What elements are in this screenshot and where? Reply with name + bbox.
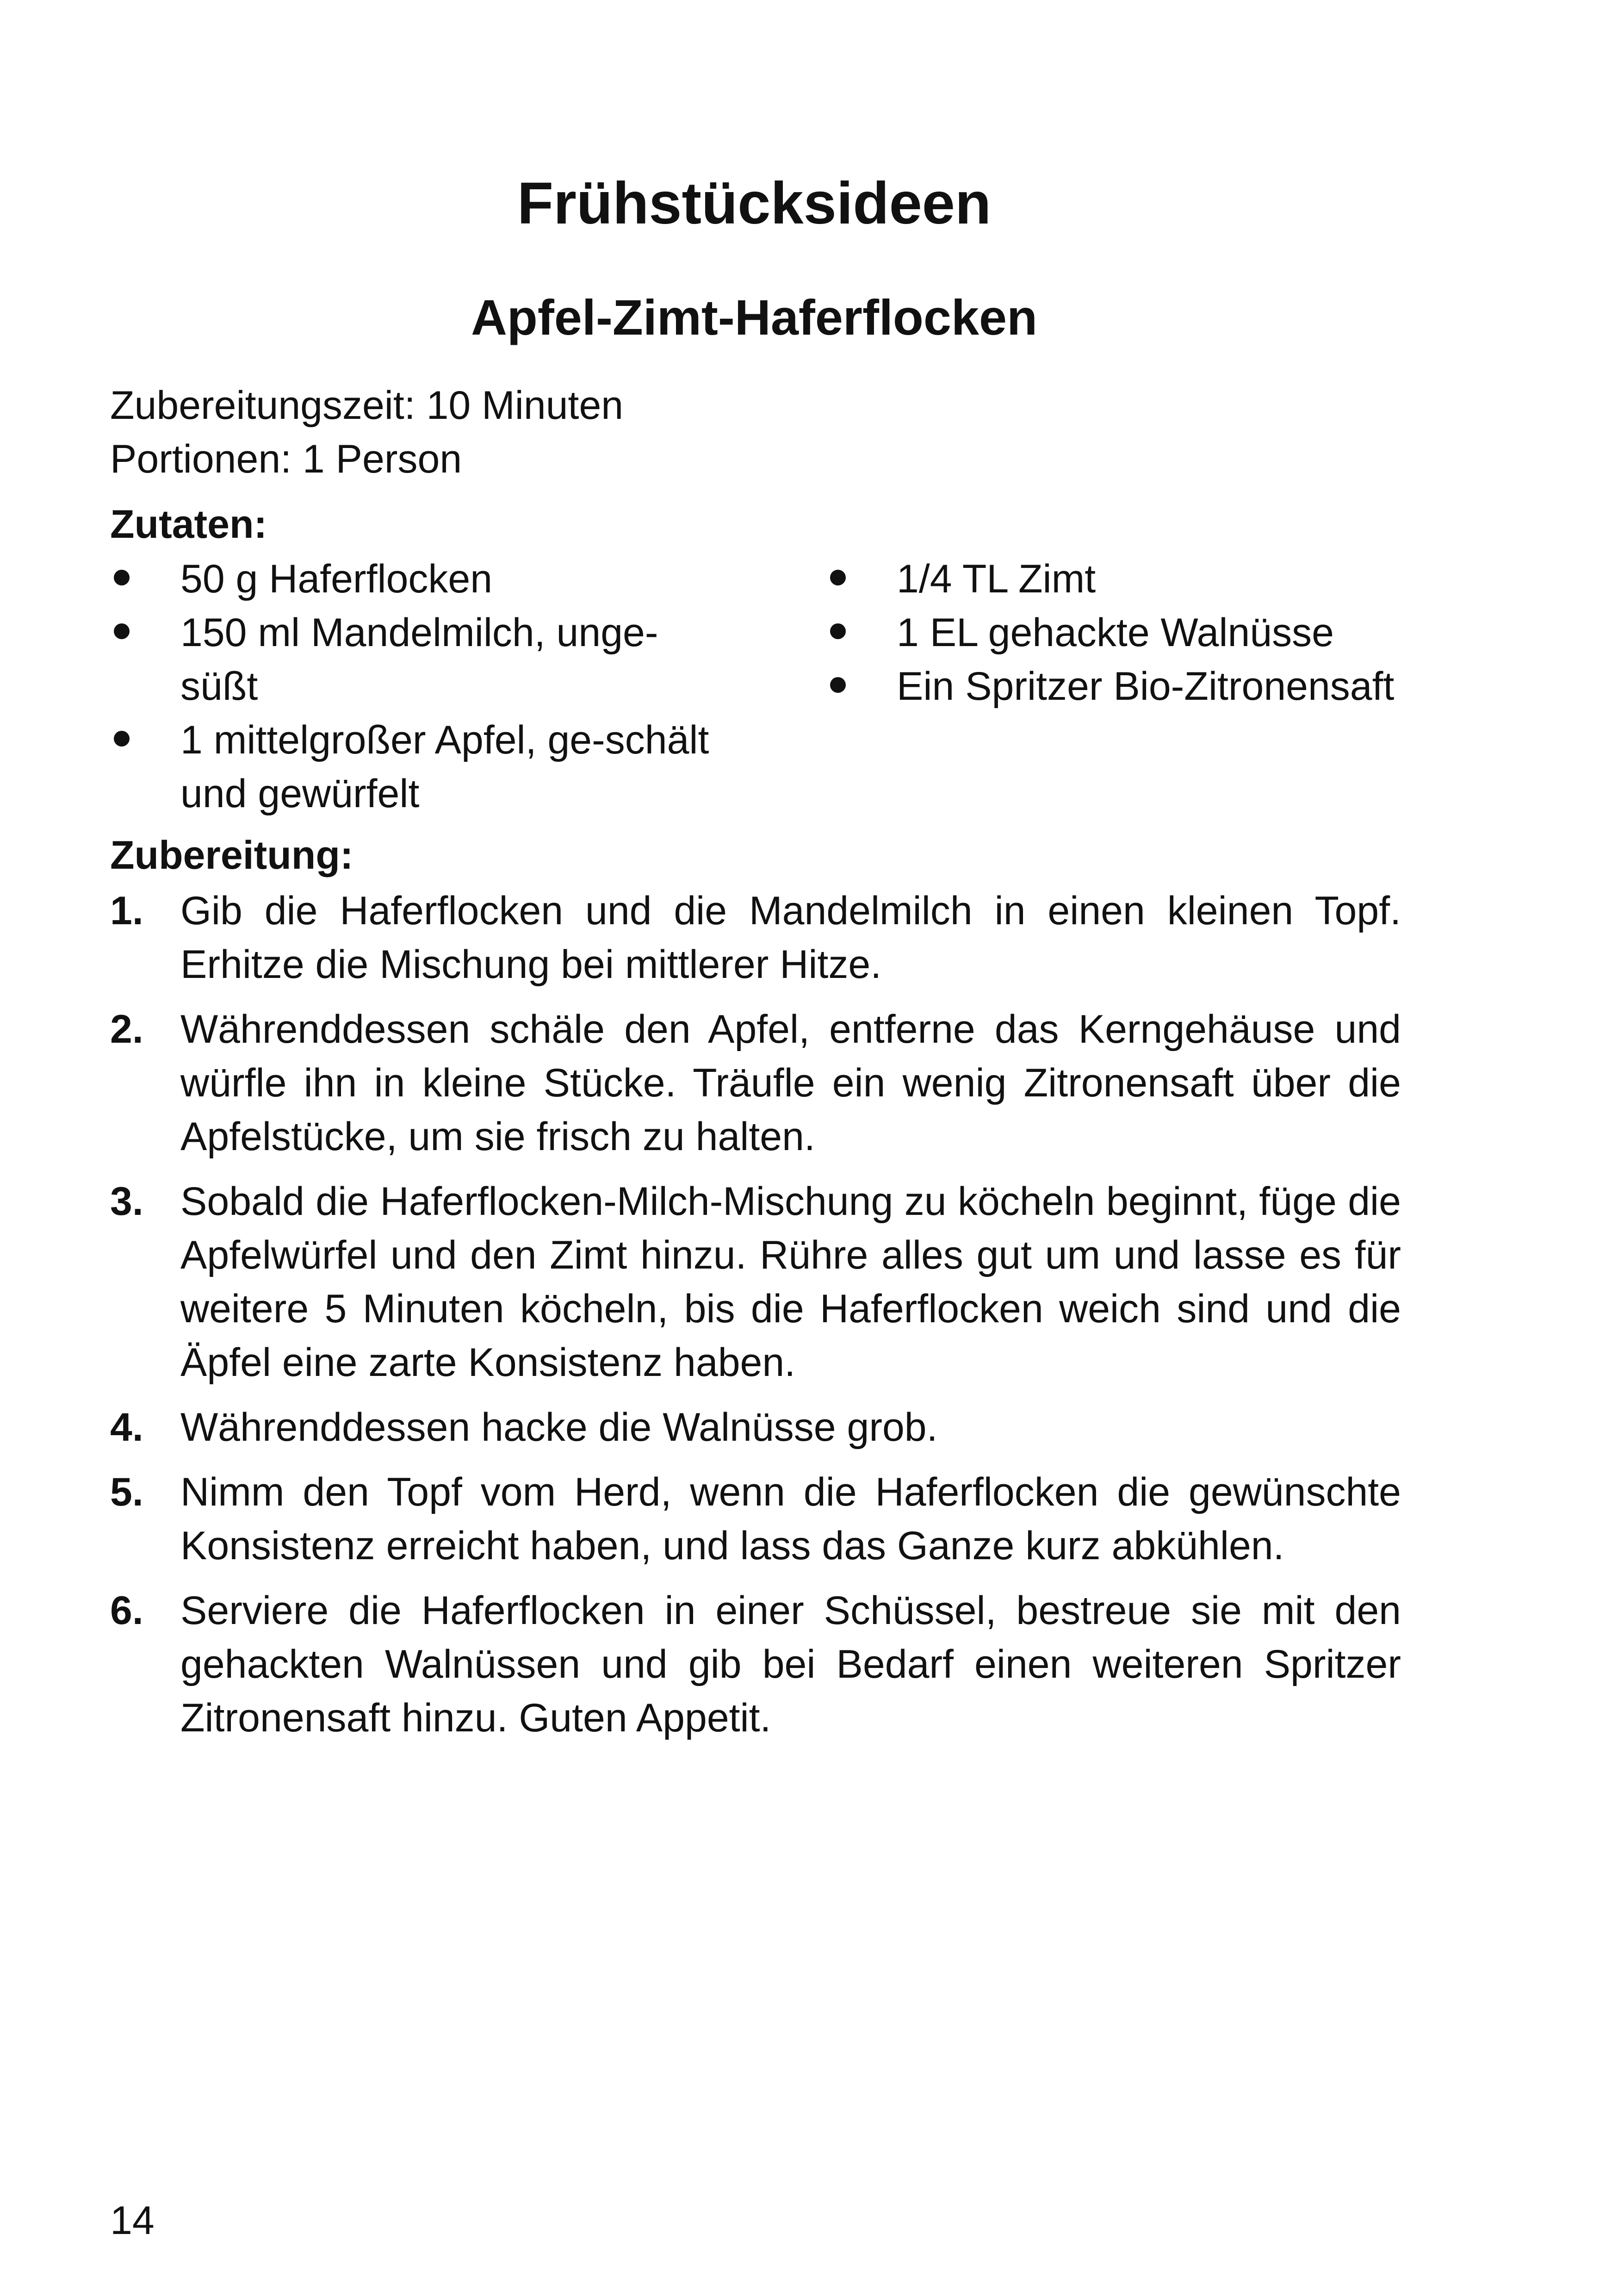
bullet-icon bbox=[830, 570, 846, 585]
servings: Portionen: 1 Person bbox=[110, 437, 462, 481]
step-number: 2. bbox=[110, 1007, 143, 1052]
page-number: 14 bbox=[110, 2198, 155, 2243]
step-item bbox=[110, 884, 1401, 991]
chapter-title: Frühstücksideen bbox=[517, 170, 992, 236]
ingredient-item bbox=[110, 606, 730, 713]
recipe-title: Apfel-Zimt-Haferflocken bbox=[471, 289, 1038, 345]
ingredient-item bbox=[826, 606, 1428, 660]
ingredients-column-right bbox=[826, 552, 1428, 713]
bullet-icon bbox=[114, 731, 130, 747]
prep-time: Zubereitungszeit: 10 Minuten bbox=[110, 383, 624, 428]
bullet-icon bbox=[830, 677, 846, 693]
ingredients-heading: Zutaten: bbox=[110, 502, 267, 547]
step-text: Sobald die Haferflocken-Milch-Mischung zu köcheln beginnt, füge die Apfelwürfel und den Zimt hinzu. Rühre alles gut um und lasse es für weitere 5 Minuten köcheln, bis die Haferflocken weich sind und die Äpfel eine zarte Konsistenz haben. bbox=[180, 1179, 1401, 1385]
step-number: 1. bbox=[110, 889, 143, 933]
ingredient-item bbox=[110, 713, 730, 821]
step-item bbox=[110, 1175, 1401, 1389]
preparation-heading: Zubereitung: bbox=[110, 833, 353, 877]
step-item bbox=[110, 1002, 1401, 1164]
ingredient-text: Ein Spritzer Bio-Zitronensaft bbox=[897, 664, 1395, 709]
step-text: Gib die Haferflocken und die Mandelmilch in einen kleinen Topf. Erhitze die Mischung bei mittlerer Hitze. bbox=[180, 889, 1401, 987]
bullet-icon bbox=[114, 623, 130, 639]
step-number: 3. bbox=[110, 1179, 143, 1224]
step-item bbox=[110, 1584, 1401, 1745]
bullet-icon bbox=[114, 570, 130, 585]
ingredient-text: 150 ml Mandelmilch, unge-süßt bbox=[180, 610, 658, 709]
step-number: 4. bbox=[110, 1405, 143, 1450]
step-text: Währenddessen hacke die Walnüsse grob. bbox=[180, 1405, 938, 1450]
ingredients-column-left bbox=[110, 552, 730, 821]
ingredient-text: 50 g Haferflocken bbox=[180, 557, 493, 601]
ingredient-item bbox=[826, 660, 1428, 713]
step-number: 5. bbox=[110, 1470, 143, 1514]
ingredient-text: 1 mittelgroßer Apfel, ge-schält und gewürfelt bbox=[180, 718, 709, 816]
ingredient-item bbox=[826, 552, 1428, 606]
bullet-icon bbox=[830, 623, 846, 639]
step-number: 6. bbox=[110, 1588, 143, 1633]
step-text: Serviere die Haferflocken in einer Schüssel, bestreue sie mit den gehackten Walnüssen und gib bei Bedarf einen weiteren Spritzer Zitronensaft hinzu. Guten Appetit. bbox=[180, 1588, 1401, 1740]
step-item bbox=[110, 1465, 1401, 1573]
ingredient-text: 1/4 TL Zimt bbox=[897, 557, 1096, 601]
ingredient-item bbox=[110, 552, 730, 606]
recipe-meta bbox=[110, 379, 623, 486]
ingredient-text: 1 EL gehackte Walnüsse bbox=[897, 610, 1334, 655]
step-text: Nimm den Topf vom Herd, wenn die Haferflocken die gewünschte Konsistenz erreicht haben, und lass das Ganze kurz abkühlen. bbox=[180, 1470, 1401, 1568]
step-text: Währenddessen schäle den Apfel, entferne das Kerngehäuse und würfle ihn in kleine Stücke. Träufle ein wenig Zitronensaft über die Apfelstücke, um sie frisch zu halten. bbox=[180, 1007, 1401, 1159]
preparation-steps bbox=[110, 884, 1401, 1756]
step-item bbox=[110, 1400, 1401, 1454]
